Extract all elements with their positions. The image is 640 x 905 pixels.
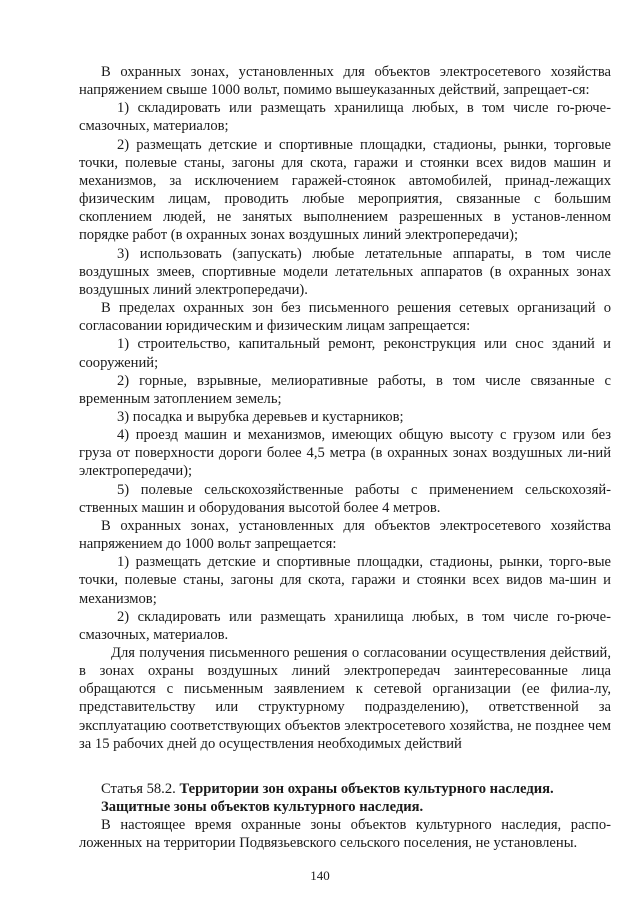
section-heading <box>79 780 611 798</box>
section-body: В настоящее время охранные зоны объектов культурного наследия, распо-ложенных на территории Подвязьевского сельского поселения, не установлены. <box>79 817 611 852</box>
list-item: 2) складировать или размещать хранилища любых, в том числе го-рюче-смазочных, материалов. <box>79 608 611 643</box>
list-item: 2) размещать детские и спортивные площадки, стадионы, рынки, торговые точки, полевые станы, загоны для скота, гаражи и стоянки всех видов машин и механизмов, за исключением гаражей-стоянок автомобилей, принад-лежащих физическим лицам, проводить любые мероприятия, связанные с большим скоплением людей, не занятых выполнением разрешенных в установ-ленном порядке работ (в охранных зонах воздушных линий электропередачи); <box>79 136 611 244</box>
paragraph-intro-over-1000v: В охранных зонах, установленных для объектов электросетевого хозяйства напряжением свыше 1000 вольт, помимо вышеуказанных действий, запрещает-ся: <box>79 64 611 99</box>
section-title-line2: Защитные зоны объектов культурного наследия. <box>101 799 424 816</box>
list-item: 4) проезд машин и механизмов, имеющих общую высоту с грузом или без груза от поверхности дороги более 4,5 метра (в охранных зонах воздушных ли-ний электропередачи); <box>79 427 611 480</box>
list-item: 3) использовать (запускать) любые летательные аппараты, в том числе воздушных змеев, спортивные модели летательных аппаратов (в охранных зонах воздушных линий электропередачи). <box>79 245 611 298</box>
list-item: 3) посадка и вырубка деревьев и кустарников; <box>117 408 404 425</box>
section-title: Территории зон охраны объектов культурного наследия. <box>179 780 554 797</box>
section-spacer <box>79 753 611 780</box>
page-content <box>79 63 611 853</box>
list-item: 1) размещать детские и спортивные площадки, стадионы, рынки, торго-вые точки, полевые станы, загоны для скота, гаражи и стоянки всех видов ма-шин и механизмов; <box>79 554 611 607</box>
paragraph-written-decision: Для получения письменного решения о согласовании осуществления действий, в зонах охраны воздушных линий электропередач заинтересованные лица обращаются с письменным заявлением к сетевой организации (ее филиа-лу, представительству или структурному подразделению), ответственной за эксплуатацию соответствующих объектов электросетевого хозяйства, не позднее чем за 15 рабочих дней до осуществления необходимых действий <box>79 645 611 752</box>
section-label: Статья 58.2. <box>101 780 176 797</box>
list-item: 2) горные, взрывные, мелиоративные работы, в том числе связанные с временным затоплением земель; <box>79 372 611 407</box>
list-item: 1) складировать или размещать хранилища любых, в том числе го-рюче-смазочных, материалов; <box>79 100 611 135</box>
list-item: 5) полевые сельскохозяйственные работы с применением сельскохозяй-ственных машин и оборудования высотой более 4 метров. <box>79 481 611 516</box>
paragraph-intro-up-to-1000v: В охранных зонах, установленных для объектов электросетевого хозяйства напряжением до 1000 вольт запрещается: <box>79 517 611 553</box>
page-number: 140 <box>310 868 330 883</box>
paragraph-intro-without-decision: В пределах охранных зон без письменного решения сетевых организаций о согласовании юридическим и физическим лицам запрещается: <box>79 300 611 335</box>
list-item: 1) строительство, капитальный ремонт, реконструкция или снос зданий и сооружений; <box>79 336 611 371</box>
